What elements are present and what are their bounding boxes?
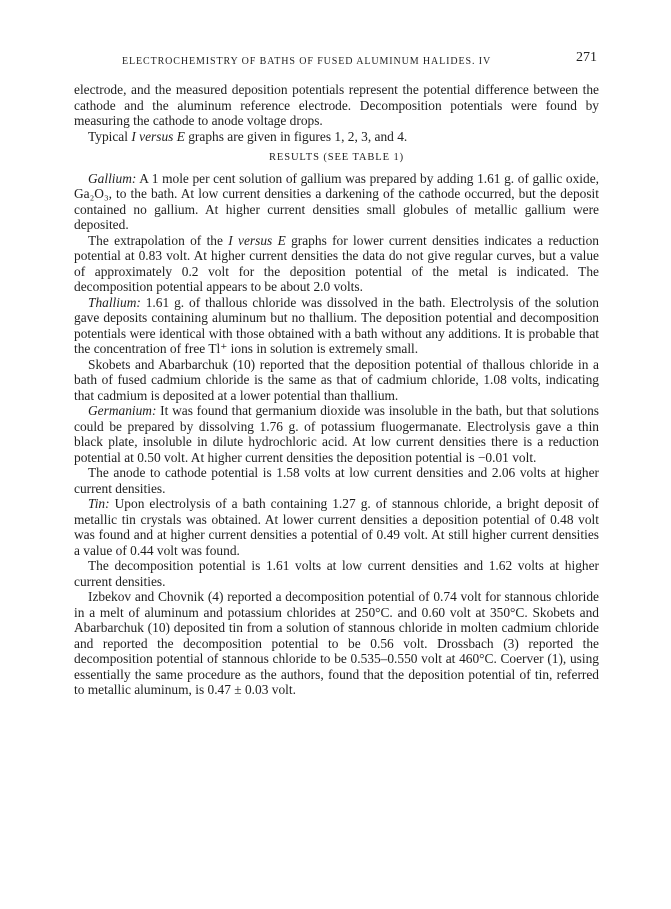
page-header: [74, 50, 599, 70]
paragraph-germanium: Germanium: It was found that germanium dioxide was insoluble in the bath, but that solutions could be prepared by dissolving 1.76 g. of potassium fluogermanate. Electrolysis gave a thin black plate, insoluble in dilute hydrochloric acid. At low current densities there is a reduction potential at 0.50 volt. At higher current densities the deposition potential is −0.01 volt.: [74, 403, 599, 465]
running-head: ELECTROCHEMISTRY OF BATHS OF FUSED ALUMINUM HALIDES. IV: [122, 56, 492, 67]
tin-runin-heading: Tin:: [88, 496, 110, 511]
thallium-runin-heading: Thallium:: [88, 294, 141, 310]
paragraph-figures-reference: Typical I versus E graphs are given in figures 1, 2, 3, and 4.: [88, 128, 408, 144]
paragraph-thallium: Thallium: 1.61 g. of thallous chloride was dissolved in the bath. Electrolysis of the solution gave deposits containing aluminum but no thallium. The deposition potential and decomposition potentials were identical with those obtained with a bath without any additions. It is probable that the concentration of free Tl⁺ ions in solution is extremely small.: [74, 294, 599, 356]
journal-page: [74, 50, 599, 698]
paragraph-tin: Tin: Upon electrolysis of a bath containing 1.27 g. of stannous chloride, a bright deposit of metallic tin crystals was obtained. At lower current densities a deposition potential of 0.48 volt was found and at higher current densities a potential of 0.49 volt. At still higher current densities a value of 0.44 volt was found.: [74, 496, 599, 558]
paragraph-gallium: Gallium: A 1 mole per cent solution of gallium was prepared by adding 1.61 g. of gallic oxide, Ga₂O₃, to the bath. At low current densities a darkening of the cathode occurred, but the deposit contained no gallium. At higher current densities small globules of metallic gallium were deposited.: [74, 170, 599, 232]
paragraph-anode-potential: The anode to cathode potential is 1.58 volts at low current densities and 2.06 volts at higher current densities.: [74, 465, 599, 496]
germanium-runin-heading: Germanium:: [88, 403, 157, 418]
paragraph-literature-comparison: Izbekov and Chovnik (4) reported a decomposition potential of 0.74 volt for stannous chloride in a melt of aluminum and potassium chlorides at 250°C. and 0.60 volt at 350°C. Skobets and Abarbarchuk (10) deposited tin from a solution of stannous chloride in molten cadmium chloride and reported the decomposition potential to be 0.56 volt. Drossbach (3) reported the decomposition potential of stannous chloride to be 0.535–0.550 volt at 460°C. Coerver (1), using essentially the same procedure as the authors, found that the deposition potential of tin, referred to metallic aluminum, is 0.47 ± 0.03 volt.: [74, 589, 599, 697]
paragraph-gallium-extrapolation: The extrapolation of the I versus E graphs for lower current densities indicates a reduction potential at 0.83 volt. At higher current densities the data do not give regular curves, but a value of approximately 0.2 volt for the deposition potential of the metal is indicated. The decomposition potential appears to be about 2.0 volts.: [74, 232, 599, 294]
paragraph-method-continued: electrode, and the measured deposition potentials represent the potential difference between the cathode and the aluminum reference electrode. Decomposition potentials were found by measuring the cathode to anode voltage drops.: [74, 82, 599, 128]
paragraph-skobets-thallium: Skobets and Abarbarchuk (10) reported that the deposition potential of thallous chloride in a bath of fused cadmium chloride is the same as that of cadmium chloride, 1.08 volts, indicating that cadmium is deposited at a lower potential than thallium.: [74, 356, 599, 403]
section-heading-results: RESULTS (SEE TABLE 1): [268, 152, 405, 163]
page-number: 271: [576, 50, 597, 65]
gallium-runin-heading: Gallium:: [88, 170, 137, 186]
paragraph-tin-decomposition: The decomposition potential is 1.61 volts at low current densities and 1.62 volts at higher current densities.: [74, 558, 599, 589]
